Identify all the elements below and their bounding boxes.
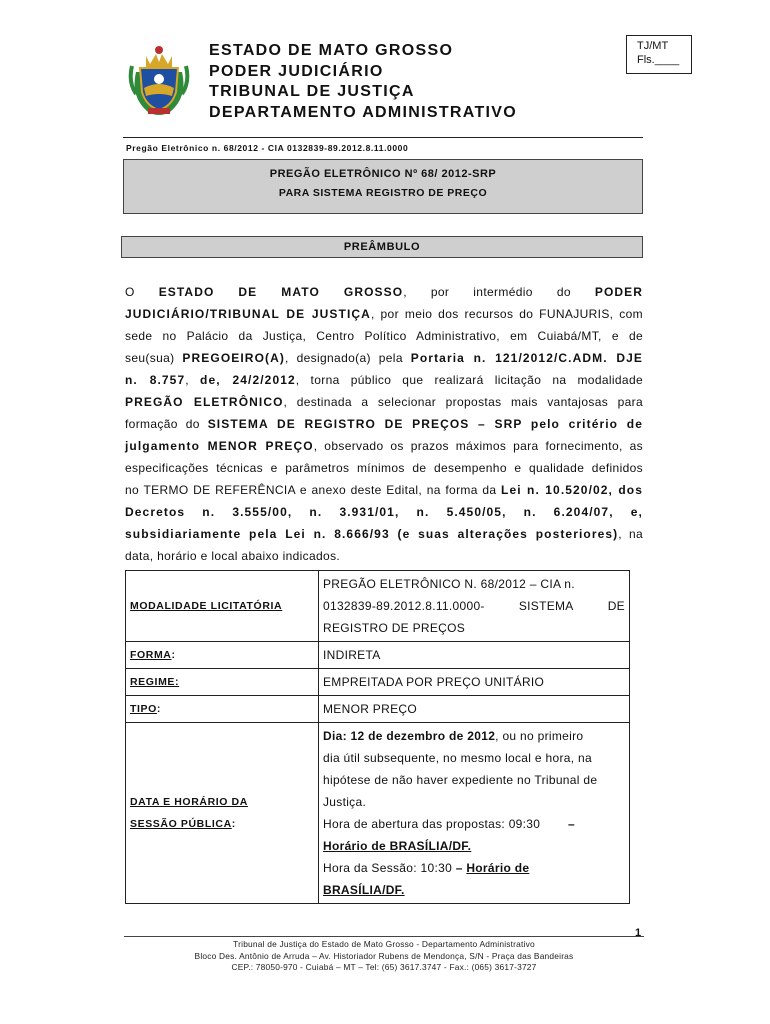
text: : [156,703,162,715]
footer-line-1: Tribunal de Justiça do Estado de Mato Grosso - Departamento Administrativo [233,939,535,949]
page-footer [124,939,644,974]
paragraph-line [125,479,643,501]
text: Decretos n. 3.555/00, n. 3.931/01, n. 5.450/05, n. 6.204/07, e, [125,505,643,519]
text: , [185,373,201,387]
text: : [171,649,176,661]
text: DE [238,285,258,299]
table-row [126,723,630,904]
tipo-value: MENOR PREÇO [319,696,630,723]
text: Horário de [466,861,530,875]
text: SISTEMA [518,599,574,613]
document-title: PREGÃO ELETRÔNICO Nº 68/ 2012-SRP [269,168,497,180]
header-line-court: TRIBUNAL DE JUSTIÇA [209,83,415,100]
text: , torna público que realizará licitação na modalidade [295,373,644,387]
tipo-label-cell [126,696,319,723]
text: , designado(a) pela [284,351,411,365]
paragraph-line: data, horário e local abaixo indicados. [125,549,341,563]
paragraph-line [125,435,643,457]
institution-header [209,41,517,123]
text: DE [607,599,625,613]
text: n. 8.757 [125,373,186,387]
text: seu(sua) [125,351,183,365]
tipo-label: TIPO [130,703,157,715]
process-reference [126,143,408,153]
text: – [455,861,463,875]
forma-value: INDIRETA [319,642,630,669]
paragraph-line [125,347,643,369]
footer-line-3: CEP.: 78050-970 - Cuiabá – MT – Tel: (65) 3617.3747 - Fax.: (065) 3617-3727 [231,962,537,972]
text: , observado os prazos máximos para fornecimento, as [313,439,643,453]
document-title-box [123,159,643,214]
modalidade-line-3: REGISTRO DE PREÇOS [323,621,466,635]
text: PODER [594,285,644,299]
header-line-judiciary: PODER JUDICIÁRIO [209,62,384,80]
bid-info-table [125,570,630,904]
footer-line-2: Bloco Des. Antônio de Arruda – Av. Historiador Rubens de Mendonça, S/N - Praça das Bandeiras [194,950,574,961]
text: 0132839-89.2012.8.11.0000- [323,599,485,613]
preamble-paragraph [125,281,643,567]
text: do [556,285,571,299]
regime-label: REGIME: [126,669,319,696]
text: JUDICIÁRIO/TRIBUNAL DE JUSTIÇA [125,307,371,321]
header-line-state: ESTADO DE MATO GROSSO [209,42,454,59]
text: Portaria n. 121/2012/C.ADM. DJE [410,351,643,365]
text: , na [618,527,643,541]
text: subsidiariamente pela Lei n. 8.666/93 (e suas alterações posteriores) [125,527,619,541]
paragraph-line: sede no Palácio da Justiça, Centro Político Administrativo, em Cuiabá/MT, e de [125,329,643,343]
text: de, 24/2/2012 [200,373,296,387]
text: no TERMO DE REFERÊNCIA e anexo deste Edital, na forma da [125,483,502,497]
table-row [126,669,630,696]
text: Hora da Sessão: 10:30 [323,861,456,875]
text: GROSSO [343,285,404,299]
table-row [126,571,630,642]
paragraph-line [125,369,643,391]
page-number: 1 [635,927,642,939]
reference-pregao: Pregão Eletrônico n. 68/2012 [126,143,259,153]
data-label-line-1: DATA E HORÁRIO DA [130,796,248,808]
text: ESTADO [158,285,215,299]
text: Lei n. 10.520/02, dos [501,483,643,497]
paragraph-line [125,391,643,413]
data-line-7 [323,857,625,879]
regime-value: EMPREITADA POR PREÇO UNITÁRIO [319,669,630,696]
data-value [319,723,630,904]
text: SISTEMA DE REGISTRO DE PREÇOS – SRP pelo critério de [207,417,643,431]
stamp-folio: Fls.____ [637,54,680,66]
data-label-cell [126,723,319,904]
text: formação do [125,417,208,431]
header-line-department: DEPARTAMENTO ADMINISTRATIVO [209,103,517,121]
data-label-line-2 [130,813,314,835]
text: , destinada a selecionar propostas mais vantajosas para [283,395,643,409]
forma-label-cell [126,642,319,669]
text: por [430,285,450,299]
text: PREGOEIRO(A) [182,351,285,365]
header-divider [123,137,643,138]
section-heading-preambulo: PREÂMBULO [121,236,643,258]
text: Hora de abertura das propostas: 09:30 [323,817,541,831]
modalidade-label: MODALIDADE LICITATÓRIA [126,571,319,642]
table-row [126,696,630,723]
text: julgamento MENOR PREÇO [125,439,314,453]
text: O [125,285,135,299]
folio-stamp [626,35,692,74]
text: , [403,285,407,299]
document-subtitle: PARA SISTEMA REGISTRO DE PREÇO [278,187,488,199]
data-line-1 [323,725,625,747]
footer-divider [124,936,644,937]
forma-label: FORMA [130,649,172,661]
paragraph-line [125,303,643,325]
text: , por meio dos recursos do FUNAJURIS, com [370,307,643,321]
stamp-court: TJ/MT [637,40,669,52]
paragraph-line [125,413,643,435]
paragraph-line [125,523,643,545]
text: Dia: 12 de dezembro de 2012 [323,729,496,743]
modalidade-value [319,571,630,642]
text: intermédio [473,285,533,299]
modalidade-line-2 [323,595,625,617]
text: SESSÃO PÚBLICA [130,818,232,830]
data-line-8: BRASÍLIA/DF. [323,883,405,897]
paragraph-line [125,501,643,523]
modalidade-line-1: PREGÃO ELETRÔNICO N. 68/2012 – CIA n. [323,577,575,591]
paragraph-line: especificações técnicas e parâmetros mínimos de desempenho e qualidade definidos [125,461,643,475]
data-line-6: Horário de BRASÍLIA/DF. [323,839,472,853]
text: – [568,817,575,831]
text: MATO [281,285,320,299]
data-line-5 [323,813,625,835]
coat-of-arms-icon [128,42,190,118]
text: : [231,818,236,830]
text: , ou no primeiro [495,729,584,743]
reference-cia: - CIA 0132839-89.2012.8.11.0000 [258,143,409,153]
data-line-3: hipótese de não haver expediente no Tribunal de [323,773,598,787]
table-row [126,642,630,669]
data-line-4: Justiça. [323,795,367,809]
text: PREGÃO ELETRÔNICO [125,395,284,409]
paragraph-line [125,281,643,303]
data-line-2: dia útil subsequente, no mesmo local e hora, na [323,751,592,765]
